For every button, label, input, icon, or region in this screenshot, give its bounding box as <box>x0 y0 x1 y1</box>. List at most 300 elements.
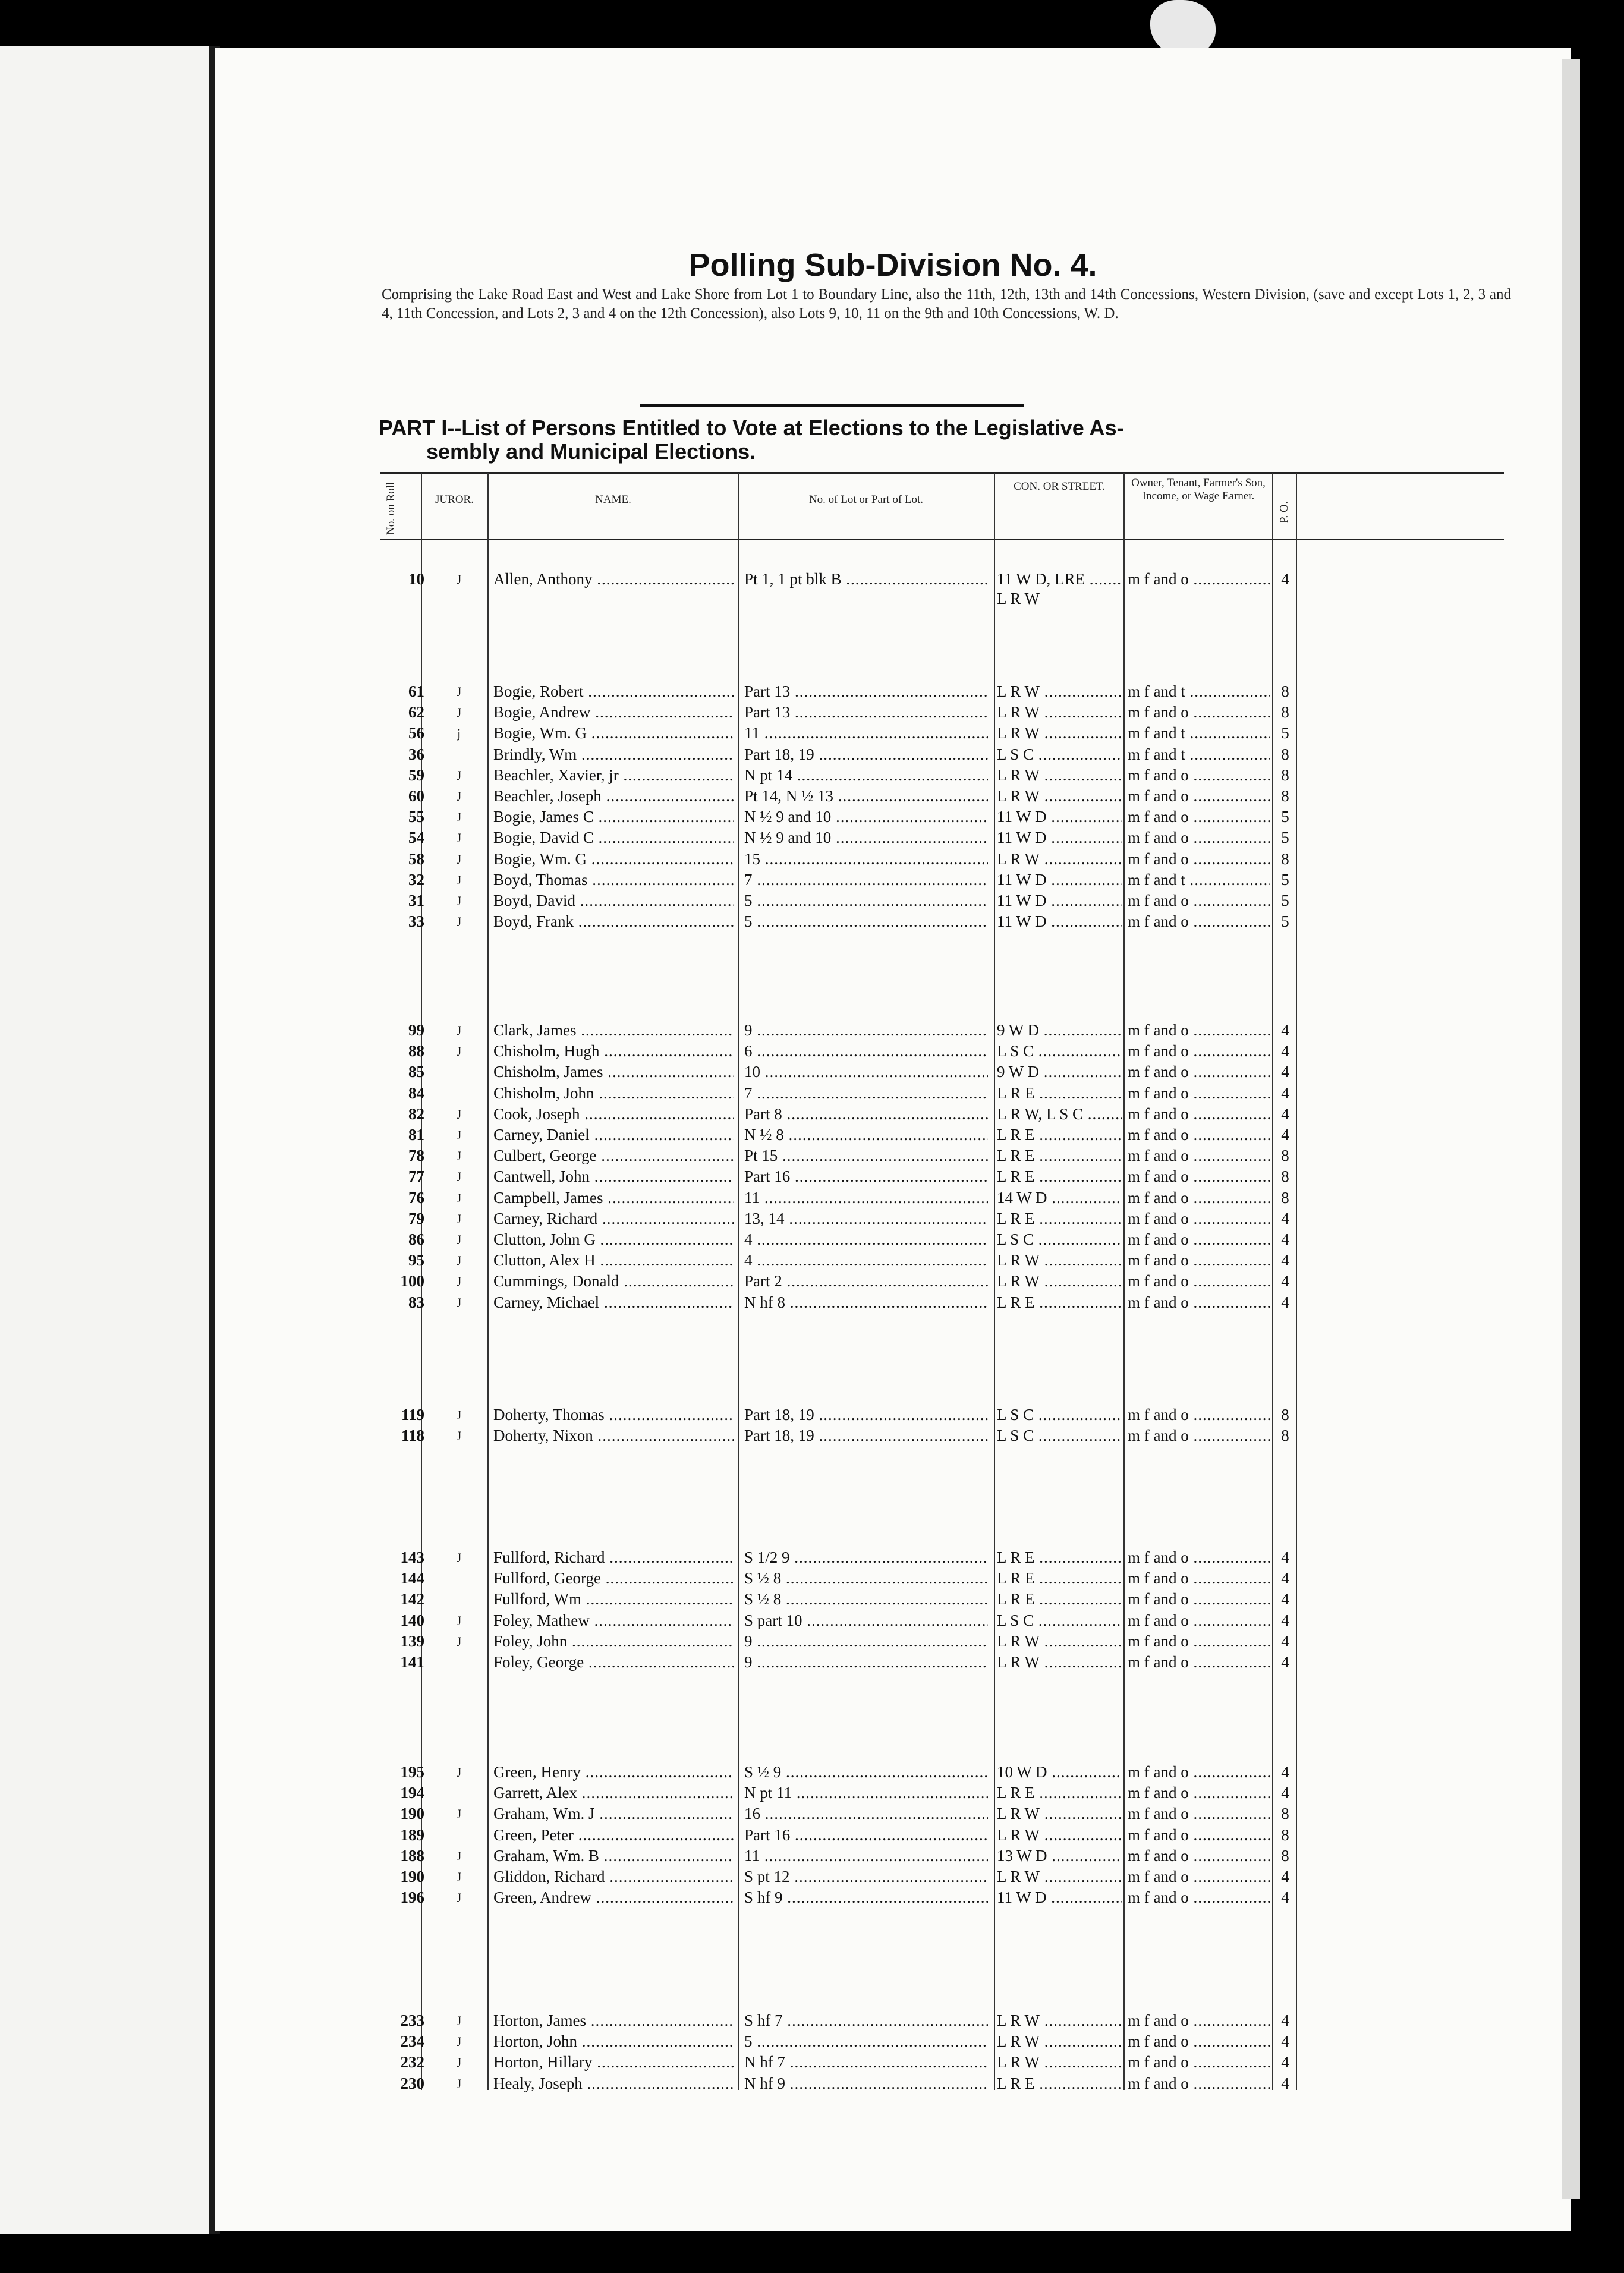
juror-mark: J <box>456 1428 462 1444</box>
lot-number: S hf 7 ..... <box>744 2010 988 2031</box>
post-office: 4 <box>1281 1272 1289 1290</box>
table-row <box>215 1610 1571 1631</box>
table-row <box>215 1547 1571 1568</box>
post-office: 4 <box>1281 1868 1289 1885</box>
ownership-status: m f and o ..... <box>1128 1229 1270 1250</box>
juror-mark: J <box>456 1408 462 1422</box>
ownership-status: m f and o ..... <box>1128 849 1270 870</box>
table-row <box>215 870 1571 890</box>
left-page <box>0 46 209 2234</box>
voter-name: Culbert, George ..... <box>493 1145 734 1166</box>
lot-number: 5 ..... <box>744 2031 988 2052</box>
juror-mark: J <box>456 1106 462 1122</box>
juror-mark: J <box>456 2034 462 2050</box>
voter-name: Carney, Richard ..... <box>493 1208 734 1229</box>
ownership-status: m f and o ..... <box>1128 1292 1270 1313</box>
post-office: 4 <box>1281 1653 1289 1671</box>
post-office: 4 <box>1281 1611 1289 1629</box>
concession: L R W ..... <box>997 1271 1122 1292</box>
ownership-status: m f and o ..... <box>1128 807 1270 827</box>
post-office: 5 <box>1281 808 1289 826</box>
voter-name: Chisholm, John ..... <box>493 1083 734 1104</box>
roll-number: 142 <box>400 1590 424 1608</box>
concession: 10 W D ..... <box>997 1762 1122 1783</box>
lot-number: Part 18, 19 ..... <box>744 744 988 765</box>
lot-number: N hf 8 ..... <box>744 1292 988 1313</box>
juror-mark: J <box>456 914 462 930</box>
post-office: 8 <box>1281 703 1289 722</box>
post-office: 4 <box>1281 1251 1289 1270</box>
table-row <box>215 1887 1571 1908</box>
lot-number: S hf 9 ..... <box>744 1887 988 1908</box>
header-name: NAME. <box>595 493 631 506</box>
concession: L R W ..... <box>997 723 1122 744</box>
lot-number: 9 ..... <box>744 1631 988 1652</box>
concession: L R E ..... <box>997 1166 1122 1187</box>
ownership-status: m f and o ..... <box>1128 1652 1270 1673</box>
roll-number: 196 <box>400 1888 424 1907</box>
voter-table <box>215 48 1571 2231</box>
roll-number: 99 <box>408 1021 424 1039</box>
roll-number: 190 <box>400 1868 424 1885</box>
table-row <box>215 1104 1571 1125</box>
roll-number: 33 <box>408 912 424 931</box>
table-row <box>215 1825 1571 1846</box>
voter-name: Foley, Mathew ..... <box>493 1610 734 1631</box>
voter-name: Bogie, Wm. G ..... <box>493 849 734 870</box>
roll-number: 95 <box>408 1251 424 1270</box>
ownership-status: m f and o ..... <box>1128 911 1270 932</box>
post-office: 4 <box>1281 1293 1289 1311</box>
juror-mark: J <box>456 2076 462 2091</box>
post-office: 5 <box>1281 870 1289 889</box>
lot-number: N hf 9 ..... <box>744 2073 988 2094</box>
post-office: 5 <box>1281 892 1289 909</box>
post-office: 4 <box>1281 2032 1289 2051</box>
roll-number: 233 <box>400 2011 424 2029</box>
ownership-status: m f and o ..... <box>1128 1271 1270 1292</box>
concession: 11 W D ..... <box>997 827 1122 848</box>
voter-name: Horton, Hillary ..... <box>493 2052 734 2073</box>
lot-number: 11 ..... <box>744 723 988 744</box>
lot-number: N ½ 9 and 10 ..... <box>744 807 988 827</box>
voter-name: Boyd, Thomas ..... <box>493 870 734 890</box>
voter-name: Green, Henry ..... <box>493 1762 734 1783</box>
lot-number: S pt 12 ..... <box>744 1866 988 1887</box>
roll-number: 61 <box>408 682 424 700</box>
page-title: Polling Sub-Division No. 4. <box>688 247 1097 283</box>
concession: L R W ..... <box>997 849 1122 870</box>
concession: 14 W D ..... <box>997 1188 1122 1208</box>
roll-number: 139 <box>400 1632 424 1650</box>
ownership-status: m f and o ..... <box>1128 1145 1270 1166</box>
concession: 9 W D ..... <box>997 1020 1122 1041</box>
table-row <box>215 1041 1571 1062</box>
lot-number: Pt 1, 1 pt blk B ..... <box>744 569 988 590</box>
lot-number: S 1/2 9 ..... <box>744 1547 988 1568</box>
voter-name: Bogie, David C ..... <box>493 827 734 848</box>
roll-number: 10 <box>408 570 424 588</box>
juror-mark: J <box>456 1765 462 1780</box>
voter-name: Boyd, Frank ..... <box>493 911 734 932</box>
concession: 11 W D ..... <box>997 1887 1122 1908</box>
lot-number: 11 ..... <box>744 1846 988 1866</box>
ownership-status: m f and o ..... <box>1128 2052 1270 2073</box>
post-office: 4 <box>1281 2074 1289 2092</box>
lot-number: S part 10 ..... <box>744 1610 988 1631</box>
voter-name: Cook, Joseph ..... <box>493 1104 734 1125</box>
juror-mark: J <box>456 1190 462 1205</box>
voter-name: Fullford, George ..... <box>493 1568 734 1589</box>
post-office: 5 <box>1281 829 1289 847</box>
lot-number: 13, 14 ..... <box>744 1208 988 1229</box>
post-office: 8 <box>1281 745 1289 763</box>
voter-name: Green, Andrew ..... <box>493 1887 734 1908</box>
juror-mark: J <box>456 684 462 699</box>
voter-name: Healy, Joseph ..... <box>493 2073 734 2094</box>
concession: L R W ..... <box>997 1631 1122 1652</box>
lot-number: 9 ..... <box>744 1652 988 1673</box>
ownership-status: m f and o ..... <box>1128 1250 1270 1271</box>
roll-number: 100 <box>400 1272 424 1290</box>
header-roll: No. on Roll <box>385 481 397 535</box>
header-juror: JUROR. <box>435 493 474 506</box>
concession: L R E ..... <box>997 1292 1122 1313</box>
juror-mark: J <box>456 1806 462 1822</box>
lot-number: N ½ 8 ..... <box>744 1125 988 1145</box>
ownership-status: m f and o ..... <box>1128 1825 1270 1846</box>
table-row <box>215 2010 1571 2031</box>
juror-mark: J <box>456 1869 462 1884</box>
lot-number: 16 ..... <box>744 1803 988 1824</box>
table-row <box>215 1866 1571 1887</box>
post-office: 8 <box>1281 1188 1289 1207</box>
voter-name: Fullford, Wm ..... <box>493 1589 734 1610</box>
lot-number: Pt 15 ..... <box>744 1145 988 1166</box>
post-office: 8 <box>1281 849 1289 868</box>
concession: L R W ..... <box>997 1652 1122 1673</box>
voter-name: Graham, Wm. B ..... <box>493 1846 734 1866</box>
ownership-status: m f and o ..... <box>1128 1188 1270 1208</box>
ownership-status: m f and t ..... <box>1128 681 1270 702</box>
concession: 11 W D ..... <box>997 890 1122 911</box>
roll-number: 31 <box>408 892 424 909</box>
roll-number: 195 <box>400 1763 424 1781</box>
concession: L R W ..... <box>997 702 1122 723</box>
table-row <box>215 1568 1571 1589</box>
voter-name: Clark, James ..... <box>493 1020 734 1041</box>
concession: L R E ..... <box>997 1547 1122 1568</box>
table-row <box>215 1166 1571 1187</box>
header-lot: No. of Lot or Part of Lot. <box>808 493 924 506</box>
juror-mark: J <box>456 572 462 587</box>
roll-number: 230 <box>400 2074 424 2092</box>
roll-number: 119 <box>401 1406 424 1424</box>
concession: L S C ..... <box>997 744 1122 765</box>
lot-number: 6 ..... <box>744 1041 988 1062</box>
lot-number: 7 ..... <box>744 1083 988 1104</box>
table-top-rule <box>380 472 1504 474</box>
lot-number: Part 18, 19 ..... <box>744 1405 988 1425</box>
roll-number: 84 <box>408 1084 424 1102</box>
voter-name: Bogie, Wm. G ..... <box>493 723 734 744</box>
juror-mark: J <box>456 1848 462 1863</box>
table-row <box>215 765 1571 786</box>
table-row <box>215 681 1571 702</box>
part-heading-line-2: sembly and Municipal Elections. <box>426 439 756 464</box>
ownership-status: m f and o ..... <box>1128 2010 1270 2031</box>
table-row <box>215 1250 1571 1271</box>
table-row <box>215 849 1571 870</box>
juror-mark: J <box>456 2013 462 2028</box>
concession: L S C ..... <box>997 1425 1122 1446</box>
roll-number: 234 <box>400 2032 424 2051</box>
lot-number: 4 ..... <box>744 1250 988 1271</box>
post-office: 8 <box>1281 1825 1289 1844</box>
concession: L R E ..... <box>997 1589 1122 1610</box>
lot-number: Pt 14, N ½ 13 ..... <box>744 786 988 807</box>
ownership-status: m f and t ..... <box>1128 723 1270 744</box>
voter-name: Carney, Michael ..... <box>493 1292 734 1313</box>
concession: L R E ..... <box>997 2073 1122 2094</box>
table-row <box>215 786 1571 807</box>
roll-number: 190 <box>400 1805 424 1823</box>
table-row <box>215 1145 1571 1166</box>
table-row <box>215 1271 1571 1292</box>
ownership-status: m f and o ..... <box>1128 1425 1270 1446</box>
ownership-status: m f and o ..... <box>1128 786 1270 807</box>
table-row <box>215 1803 1571 1824</box>
roll-number: 118 <box>401 1427 424 1445</box>
ownership-status: m f and o ..... <box>1128 1104 1270 1125</box>
ownership-status: m f and o ..... <box>1128 1568 1270 1589</box>
table-row <box>215 1589 1571 1610</box>
juror-mark: J <box>456 1633 462 1649</box>
concession: 9 W D ..... <box>997 1062 1122 1082</box>
roll-number: 189 <box>400 1825 424 1844</box>
post-office: 4 <box>1281 1548 1289 1566</box>
juror-mark: J <box>456 789 462 804</box>
concession: L R E ..... <box>997 1125 1122 1145</box>
lot-number: N hf 7 ..... <box>744 2052 988 2073</box>
table-row <box>215 890 1571 911</box>
table-row <box>215 1229 1571 1250</box>
concession-continued: L R W <box>997 590 1040 608</box>
concession: L R E ..... <box>997 1208 1122 1229</box>
lot-number: 4 ..... <box>744 1229 988 1250</box>
juror-mark: J <box>456 1295 462 1310</box>
juror-mark: J <box>456 1890 462 1906</box>
table-row <box>215 1762 1571 1783</box>
table-row <box>215 1783 1571 1803</box>
lot-number: 7 ..... <box>744 870 988 890</box>
post-office: 8 <box>1281 1846 1289 1865</box>
voter-name: Bogie, Andrew ..... <box>493 702 734 723</box>
ownership-status: m f and o ..... <box>1128 1041 1270 1062</box>
post-office: 4 <box>1281 1063 1289 1081</box>
ownership-status: m f and o ..... <box>1128 2031 1270 2052</box>
table-row <box>215 1425 1571 1446</box>
juror-mark: J <box>456 1044 462 1059</box>
table-row <box>215 1020 1571 1041</box>
ownership-status: m f and o ..... <box>1128 765 1270 786</box>
roll-number: 55 <box>408 808 424 826</box>
voter-name: Green, Peter ..... <box>493 1825 734 1846</box>
roll-number: 82 <box>408 1104 424 1123</box>
concession: L R E ..... <box>997 1083 1122 1104</box>
roll-number: 56 <box>408 724 424 742</box>
juror-mark: J <box>456 851 462 867</box>
voter-name: Cantwell, John ..... <box>493 1166 734 1187</box>
roll-number: 36 <box>408 745 424 763</box>
lot-number: 15 ..... <box>744 849 988 870</box>
post-office: 4 <box>1281 1763 1289 1781</box>
juror-mark: J <box>456 1211 462 1226</box>
juror-mark: J <box>456 1148 462 1164</box>
table-row <box>215 1083 1571 1104</box>
juror-mark: J <box>456 893 462 908</box>
concession: L R W ..... <box>997 765 1122 786</box>
concession: L R W ..... <box>997 1803 1122 1824</box>
post-office: 4 <box>1281 1888 1289 1907</box>
juror-mark: J <box>456 1253 462 1268</box>
post-office: 4 <box>1281 2053 1289 2071</box>
post-office: 8 <box>1281 1427 1289 1445</box>
roll-number: 86 <box>408 1230 424 1248</box>
ownership-status: m f and o ..... <box>1128 827 1270 848</box>
table-row <box>215 2052 1571 2073</box>
voter-name: Garrett, Alex ..... <box>493 1783 734 1803</box>
concession: L R W, L S C ..... <box>997 1104 1122 1125</box>
post-office: 4 <box>1281 1230 1289 1248</box>
ownership-status: m f and o ..... <box>1128 1589 1270 1610</box>
header-con: CON. OR STREET. <box>1014 480 1105 493</box>
table-row <box>215 1062 1571 1082</box>
juror-mark: j <box>457 726 461 741</box>
post-office: 4 <box>1281 2011 1289 2029</box>
roll-number: 81 <box>408 1126 424 1144</box>
lot-number: Part 18, 19 ..... <box>744 1425 988 1446</box>
ownership-status: m f and t ..... <box>1128 744 1270 765</box>
post-office: 8 <box>1281 766 1289 784</box>
post-office: 4 <box>1281 1126 1289 1144</box>
juror-mark: J <box>456 1023 462 1038</box>
table-row <box>215 1292 1571 1313</box>
concession: 11 W D ..... <box>997 911 1122 932</box>
page-edge <box>1562 59 1580 2199</box>
concession: 11 W D ..... <box>997 807 1122 827</box>
roll-number: 58 <box>408 849 424 868</box>
post-office: 4 <box>1281 1784 1289 1802</box>
ownership-status: m f and o ..... <box>1128 1866 1270 1887</box>
ownership-status: m f and o ..... <box>1128 1020 1270 1041</box>
voter-name: Allen, Anthony ..... <box>493 569 734 590</box>
concession: 13 W D ..... <box>997 1846 1122 1866</box>
voter-name: Campbell, James ..... <box>493 1188 734 1208</box>
table-row <box>215 807 1571 827</box>
lot-number: Part 16 ..... <box>744 1825 988 1846</box>
juror-mark: J <box>456 1274 462 1289</box>
juror-mark: J <box>456 830 462 846</box>
table-row <box>215 827 1571 848</box>
voter-name: Foley, John ..... <box>493 1631 734 1652</box>
table-row <box>215 2031 1571 2052</box>
roll-number: 76 <box>408 1188 424 1207</box>
ownership-status: m f and o ..... <box>1128 1405 1270 1425</box>
post-office: 4 <box>1281 1209 1289 1227</box>
post-office: 4 <box>1281 1632 1289 1650</box>
post-office: 8 <box>1281 787 1289 805</box>
voter-name: Carney, Daniel ..... <box>493 1125 734 1145</box>
ownership-status: m f and o ..... <box>1128 1803 1270 1824</box>
juror-mark: J <box>456 1128 462 1142</box>
ownership-status: m f and o ..... <box>1128 2073 1270 2094</box>
post-office: 8 <box>1281 1406 1289 1424</box>
lot-number: Part 8 ..... <box>744 1104 988 1125</box>
ownership-status: m f and o ..... <box>1128 1062 1270 1082</box>
lot-number: 10 ..... <box>744 1062 988 1082</box>
voter-name: Cummings, Donald ..... <box>493 1271 734 1292</box>
document-page <box>215 48 1571 2231</box>
lot-number: N ½ 9 and 10 ..... <box>744 827 988 848</box>
lot-number: 9 ..... <box>744 1020 988 1041</box>
post-office: 5 <box>1281 912 1289 931</box>
voter-name: Graham, Wm. J ..... <box>493 1803 734 1824</box>
concession: L R W ..... <box>997 1250 1122 1271</box>
post-office: 4 <box>1281 1084 1289 1102</box>
concession: L R W ..... <box>997 2052 1122 2073</box>
ownership-status: m f and o ..... <box>1128 1125 1270 1145</box>
voter-name: Bogie, James C ..... <box>493 807 734 827</box>
lot-number: 11 ..... <box>744 1188 988 1208</box>
voter-name: Clutton, Alex H ..... <box>493 1250 734 1271</box>
roll-number: 62 <box>408 703 424 722</box>
juror-mark: J <box>456 1232 462 1247</box>
voter-name: Horton, John ..... <box>493 2031 734 2052</box>
table-row <box>215 1846 1571 1866</box>
post-office: 8 <box>1281 1147 1289 1165</box>
roll-number: 144 <box>400 1569 424 1588</box>
lot-number: N pt 11 ..... <box>744 1783 988 1803</box>
roll-number: 60 <box>408 787 424 805</box>
table-row <box>215 1188 1571 1208</box>
page-description: Comprising the Lake Road East and West and Lake Shore from Lot 1 to Boundary Line, also the 11th, 12th, 13th and 14th Concessions, Western Division, (save and except Lots 1, 2, 3 and 4, 11th Concession, and Lots 2, 3 and 4 on the 12th Concession), also Lots 9, 10, 11 on the 9th and 10th Concessions, W. D. <box>382 287 1511 322</box>
voter-name: Brindly, Wm ..... <box>493 744 734 765</box>
roll-number: 32 <box>408 870 424 889</box>
roll-number: 141 <box>400 1653 424 1671</box>
post-office: 5 <box>1281 724 1289 742</box>
post-office: 8 <box>1281 1805 1289 1823</box>
ownership-status: m f and o ..... <box>1128 1887 1270 1908</box>
ownership-status: m f and o ..... <box>1128 1783 1270 1803</box>
concession: 11 W D ..... <box>997 870 1122 890</box>
roll-number: 140 <box>400 1611 424 1629</box>
post-office: 8 <box>1281 1167 1289 1186</box>
ownership-status: m f and o ..... <box>1128 1762 1270 1783</box>
ownership-status: m f and o ..... <box>1128 569 1270 590</box>
concession: L R W ..... <box>997 786 1122 807</box>
juror-mark: J <box>456 872 462 887</box>
concession: L R E ..... <box>997 1568 1122 1589</box>
post-office: 4 <box>1281 1590 1289 1608</box>
post-office: 4 <box>1281 1104 1289 1123</box>
ownership-status: m f and o ..... <box>1128 1631 1270 1652</box>
voter-name: Doherty, Thomas ..... <box>493 1405 734 1425</box>
concession: L S C ..... <box>997 1610 1122 1631</box>
roll-number: 188 <box>400 1846 424 1865</box>
ownership-status: m f and o ..... <box>1128 702 1270 723</box>
voter-name: Chisholm, Hugh ..... <box>493 1041 734 1062</box>
